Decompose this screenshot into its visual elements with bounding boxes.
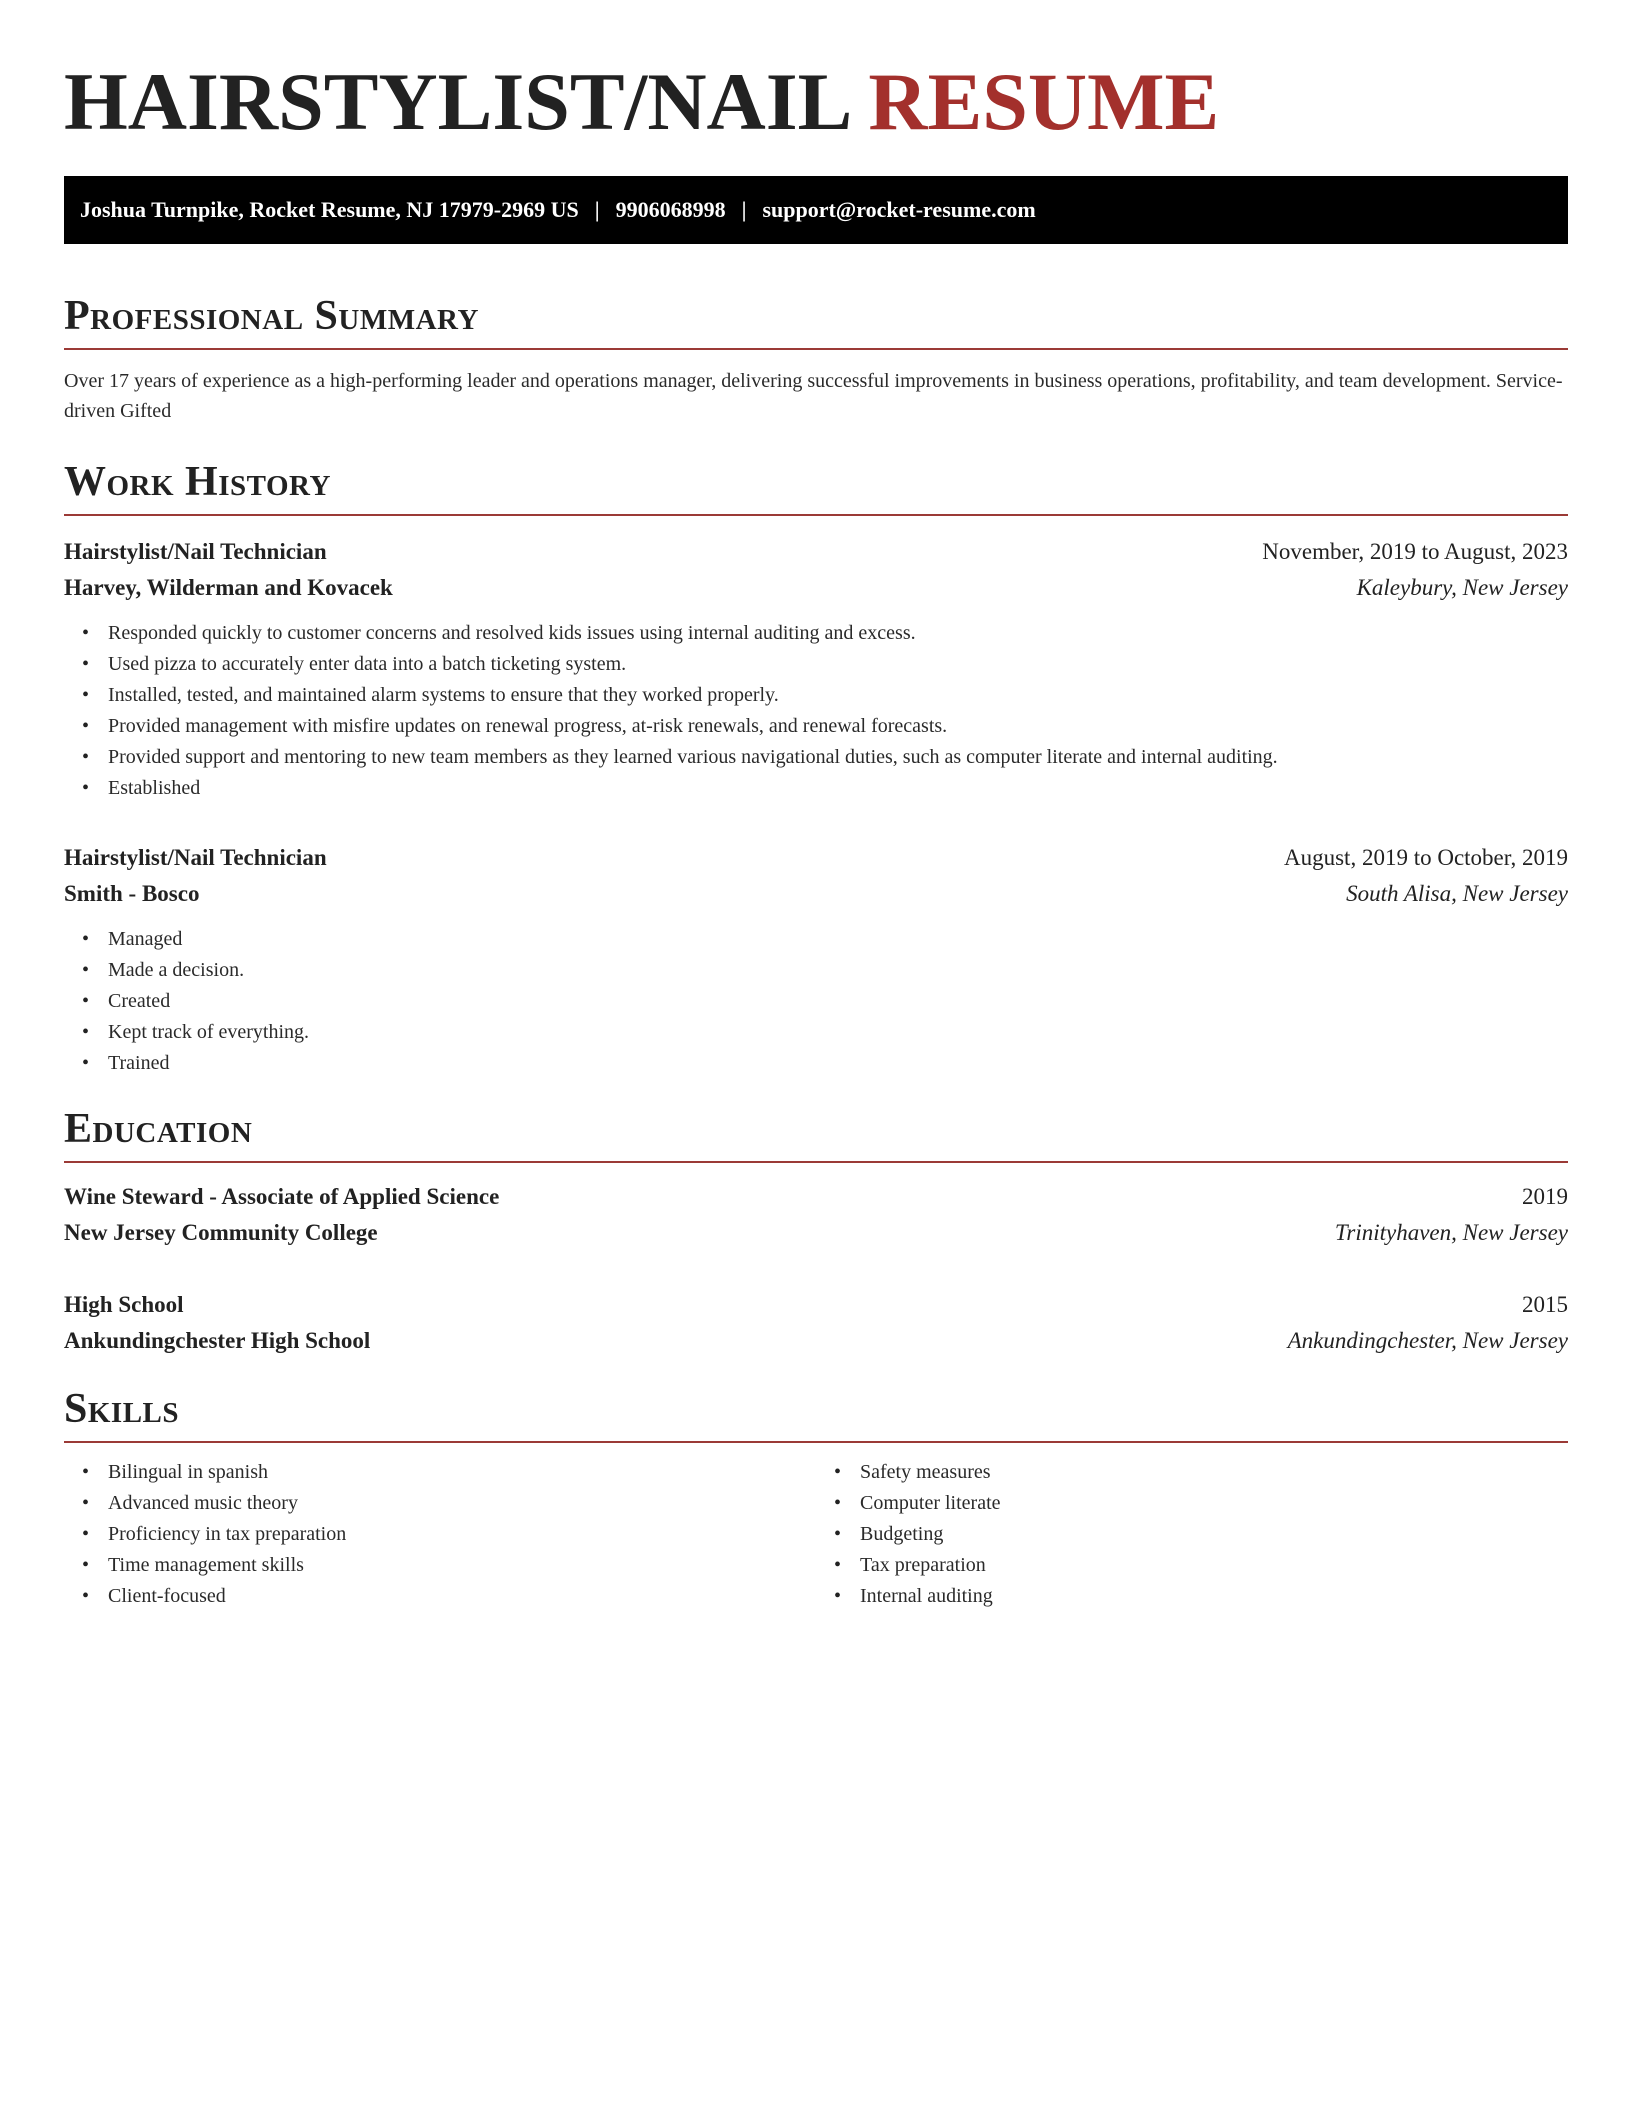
skill-item: • Client-focused [108, 1581, 816, 1612]
education-degree: High School [64, 1292, 184, 1317]
job-duty-item: • Provided support and mentoring to new team members as they learned various navigational duties, such as computer literate and internal auditing. [108, 742, 1568, 773]
skill-item: • Proficiency in tax preparation [108, 1519, 816, 1550]
section-heading-summary: Professional Summary [64, 288, 1568, 350]
section-heading-work-history: Work History [64, 454, 1568, 516]
contact-address: Joshua Turnpike, Rocket Resume, NJ 17979-2969 US [80, 197, 579, 222]
job-title: Hairstylist/Nail Technician [64, 539, 327, 564]
education-school: New Jersey Community College [64, 1220, 378, 1245]
skill-item: • Computer literate [860, 1488, 1568, 1519]
education-degree: Wine Steward - Associate of Applied Science [64, 1184, 500, 1209]
resume-title [64, 0, 1568, 146]
skills-list-left [64, 1457, 816, 1612]
job-duty-item: • Managed [108, 924, 1568, 955]
contact-separator: | [594, 197, 600, 222]
section-heading-skills: Skills [64, 1381, 1568, 1443]
skill-item: • Time management skills [108, 1550, 816, 1581]
contact-separator: | [741, 197, 747, 222]
resume-page [64, 0, 1568, 1612]
education-school-row [64, 1323, 1568, 1359]
contact-phone: 9906068998 [615, 197, 726, 222]
education-school: Ankundingchester High School [64, 1328, 371, 1353]
title-job: HAIRSTYLIST/NAIL [64, 56, 848, 147]
job-duties-list [64, 618, 1568, 804]
job-duty-item: • Kept track of everything. [108, 1017, 1568, 1048]
contact-email: support@rocket-resume.com [762, 197, 1036, 222]
skill-item: • Budgeting [860, 1519, 1568, 1550]
education-degree-row [64, 1287, 1568, 1323]
job-entry [64, 534, 1568, 804]
education-entry [64, 1179, 1568, 1251]
skill-item: • Safety measures [860, 1457, 1568, 1488]
skills-list-right [816, 1457, 1568, 1612]
education-year: 2019 [1522, 1184, 1568, 1209]
job-entry [64, 840, 1568, 1079]
title-resume-word: RESUME [868, 56, 1220, 147]
job-duty-item: • Installed, tested, and maintained alarm systems to ensure that they worked properly. [108, 680, 1568, 711]
job-location: Kaleybury, New Jersey [1356, 575, 1568, 600]
education-entry [64, 1287, 1568, 1359]
job-duty-item: • Made a decision. [108, 955, 1568, 986]
education-year: 2015 [1522, 1292, 1568, 1317]
job-title: Hairstylist/Nail Technician [64, 845, 327, 870]
job-header-row [64, 840, 1568, 876]
job-location: South Alisa, New Jersey [1346, 881, 1568, 906]
job-company: Harvey, Wilderman and Kovacek [64, 575, 393, 600]
section-heading-education: Education [64, 1101, 1568, 1163]
skills-columns [64, 1457, 1568, 1612]
job-dates: November, 2019 to August, 2023 [1262, 539, 1568, 564]
job-duty-item: • Established [108, 773, 1568, 804]
job-dates: August, 2019 to October, 2019 [1284, 845, 1568, 870]
education-school-row [64, 1215, 1568, 1251]
job-duty-item: • Used pizza to accurately enter data into a batch ticketing system. [108, 649, 1568, 680]
job-header-row [64, 534, 1568, 570]
job-duty-item: • Trained [108, 1048, 1568, 1079]
job-duty-item: • Created [108, 986, 1568, 1017]
job-duty-item: • Provided management with misfire updates on renewal progress, at-risk renewals, and renewal forecasts. [108, 711, 1568, 742]
job-duty-item: • Responded quickly to customer concerns and resolved kids issues using internal auditing and excess. [108, 618, 1568, 649]
job-company-row [64, 876, 1568, 912]
skill-item: • Advanced music theory [108, 1488, 816, 1519]
job-company: Smith - Bosco [64, 881, 200, 906]
skill-item: • Tax preparation [860, 1550, 1568, 1581]
education-location: Trinityhaven, New Jersey [1334, 1220, 1568, 1245]
skill-item: • Internal auditing [860, 1581, 1568, 1612]
contact-bar [64, 176, 1568, 244]
job-company-row [64, 570, 1568, 606]
education-location: Ankundingchester, New Jersey [1287, 1328, 1568, 1353]
education-degree-row [64, 1179, 1568, 1215]
skill-item: • Bilingual in spanish [108, 1457, 816, 1488]
job-duties-list [64, 924, 1568, 1079]
summary-text: Over 17 years of experience as a high-performing leader and operations manager, delivering successful improvements in business operations, profitability, and team development. Service-driven Gifted [64, 370, 1563, 422]
